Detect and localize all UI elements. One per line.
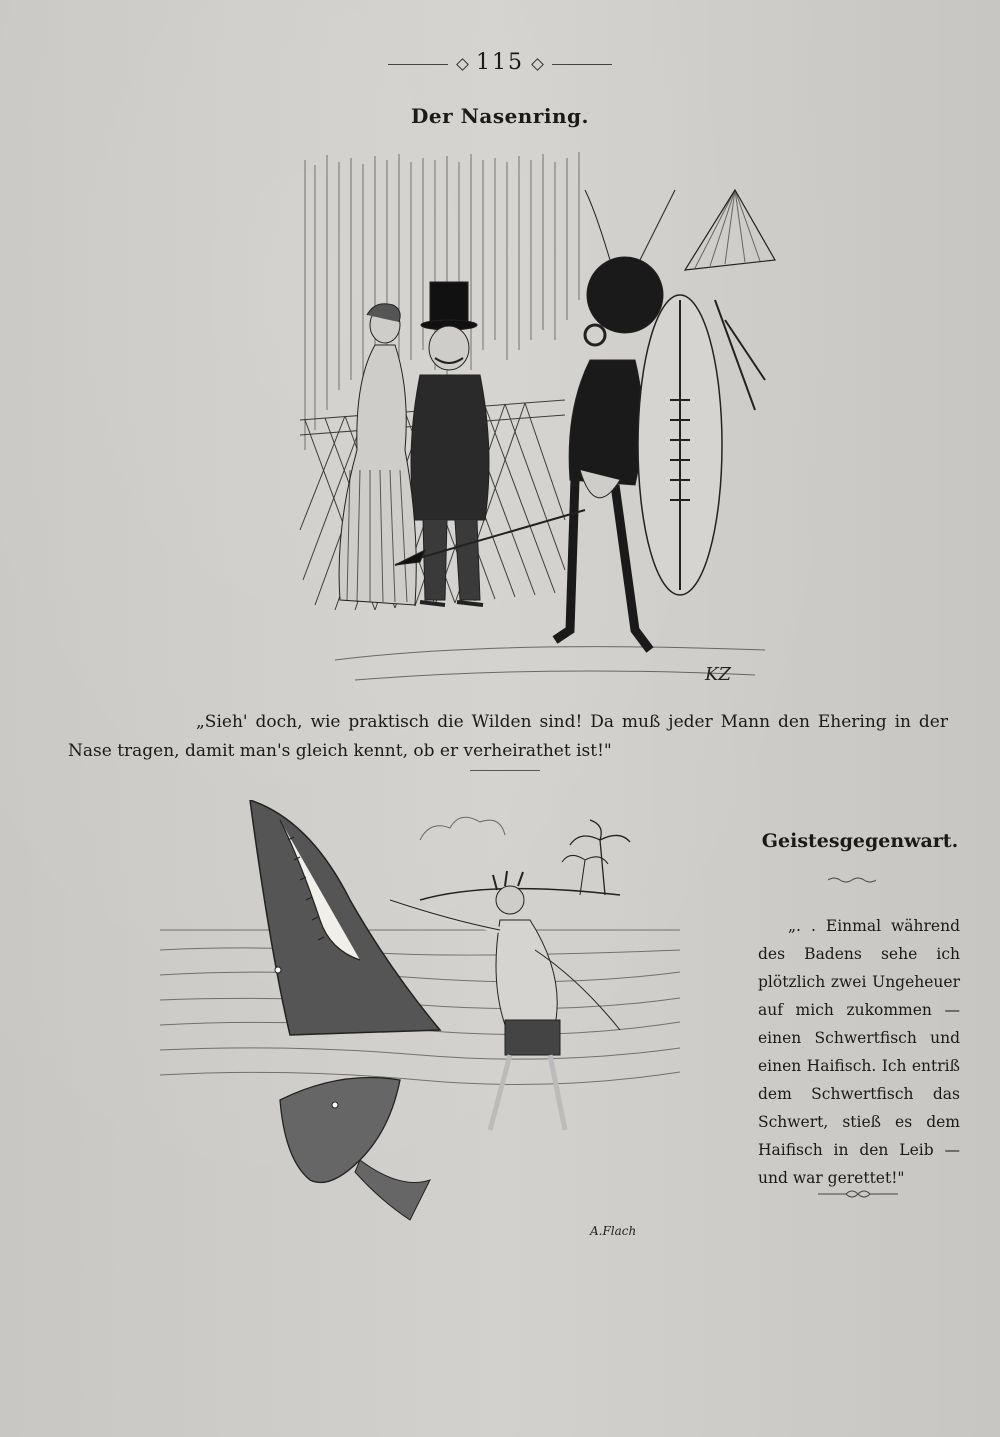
cartoon-1-title: Der Nasenring. [411, 104, 589, 128]
shark-figure [250, 800, 440, 1035]
separator-rule [470, 770, 540, 771]
cartoon-2-illustration [160, 800, 680, 1240]
swimmer-figure [390, 871, 620, 1130]
cartoon-2-signature: A.Flach [590, 1224, 637, 1238]
page-header [0, 50, 1000, 75]
title-ornament [828, 876, 876, 884]
cartoon-2-story [758, 912, 960, 1192]
ornament-diamond-left [456, 58, 469, 71]
page-number: 115 [476, 50, 524, 75]
cartoon-2-story-text: „. . Einmal während des Badens sehe ich plötzlich zwei Ungeheuer auf mich zukommen — einen Schwertfisch und einen Haifisch. Ich entriß dem Schwertfisch das Schwert, stieß es dem Haifisch in den Leib — und war gerettet!" [758, 917, 960, 1187]
cartoon-1-caption-text: „Sieh' doch, wie praktisch die Wilden sind! Da muß jeder Mann den Ehering in der Nase tragen, damit man's gleich kennt, ob er verheirathet ist!" [68, 712, 948, 761]
cartoon-1-signature: KZ [705, 664, 731, 685]
cartoon-1-caption [68, 708, 948, 766]
ornament-line-left [388, 64, 448, 65]
swordfish-figure [280, 1078, 430, 1221]
cartoon-2-title: Geistesgegenwart. [761, 830, 959, 852]
cartoon-1-illustration [295, 150, 785, 695]
tailpiece-ornament [818, 1188, 898, 1200]
ornament-diamond-right [531, 58, 544, 71]
ornament-line-right [552, 64, 612, 65]
